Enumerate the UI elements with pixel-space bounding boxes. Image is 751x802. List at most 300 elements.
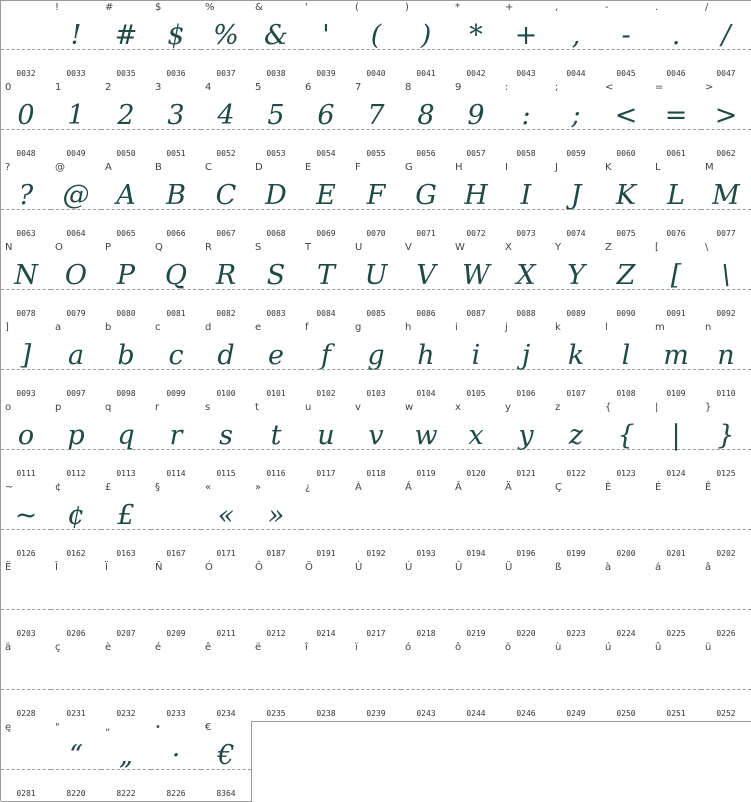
baseline-guide [51,129,101,130]
glyph-cell [1,321,52,402]
char-label: s [205,402,211,413]
char-code: 0078 [16,309,36,318]
glyph-cell [251,241,302,322]
char-label: R [205,242,212,253]
glyph-cell [251,561,302,642]
char-code: 0036 [166,69,186,78]
glyph-cell [151,321,202,402]
char-label: € [205,722,212,733]
char-label: = [655,82,664,93]
glyph-cell [401,241,452,322]
glyph-sample [1,13,51,59]
glyph-cell [551,1,602,82]
glyph-cell [351,161,402,242]
char-code: 0099 [166,389,186,398]
glyph-cell [1,401,52,482]
char-code: 0217 [366,629,386,638]
char-label: : [505,82,509,93]
char-label: Ë [5,562,12,573]
baseline-guide [101,529,151,530]
char-code: 0117 [316,469,336,478]
baseline-guide [201,769,251,770]
baseline-guide [701,209,751,210]
char-label: C [205,162,212,173]
glyph-cell [201,721,252,802]
char-label: h [405,322,412,333]
glyph-sample: a [67,340,85,371]
char-code: 0238 [316,709,336,718]
char-code: 0233 [166,709,186,718]
glyph-sample: L [667,180,685,211]
char-code: 0243 [416,709,436,718]
glyph-cell [101,81,152,162]
glyph-sample [101,653,151,699]
char-label: Ä [505,482,512,493]
glyph-sample: · [171,740,181,771]
char-label: I [505,162,508,173]
baseline-guide [1,769,51,770]
char-code: 0162 [66,549,86,558]
glyph-cell [651,321,702,402]
char-label: Ê [705,482,712,493]
char-label: » [255,482,262,493]
glyph-cell [301,1,352,82]
char-label: ï [355,642,358,653]
baseline-guide [351,449,401,450]
char-code: 0045 [616,69,636,78]
glyph-cell [451,1,502,82]
char-label: Ñ [155,562,163,573]
char-label: Ç [555,482,562,493]
char-label: £ [105,482,112,493]
glyph-sample: 7 [367,100,385,131]
baseline-guide [551,49,601,50]
glyph-cell [601,641,652,722]
char-code: 0061 [666,149,686,158]
char-code: 0281 [16,789,36,798]
char-code: 0214 [316,629,336,638]
glyph-cell [51,401,102,482]
char-label: « [205,482,212,493]
glyph-cell [551,241,602,322]
char-code: 0048 [16,149,36,158]
glyph-sample [401,573,451,619]
char-code: 0051 [166,149,186,158]
glyph-cell [151,561,202,642]
glyph-sample: t [270,420,282,451]
baseline-guide [51,49,101,50]
baseline-guide [351,289,401,290]
char-label: M [705,162,714,173]
glyph-cell [51,721,102,802]
char-label: ü [705,642,712,653]
glyph-sample: I [520,180,532,211]
baseline-guide [201,689,251,690]
glyph-cell [51,321,102,402]
char-code: 0114 [166,469,186,478]
baseline-guide [351,49,401,50]
glyph-sample: , [571,20,581,51]
baseline-guide [101,49,151,50]
glyph-sample [601,493,651,539]
baseline-guide [601,289,651,290]
glyph-cell [601,241,652,322]
char-code: 0059 [566,149,586,158]
char-label: y [505,402,511,413]
glyph-cell [451,161,502,242]
baseline-guide [651,369,701,370]
char-code: 0079 [66,309,86,318]
baseline-guide [1,129,51,130]
glyph-cell [501,241,552,322]
char-label: + [505,2,514,13]
glyph-sample: N [14,260,38,291]
char-label: { [605,402,612,413]
glyph-cell [501,161,552,242]
glyph-sample: J [570,180,582,211]
glyph-cell [701,641,751,722]
glyph-sample: # [114,20,138,51]
glyph-cell [351,481,402,562]
char-label: û [655,642,662,653]
char-code: 0119 [416,469,436,478]
glyph-sample [651,653,701,699]
glyph-sample [1,573,51,619]
glyph-cell [151,1,202,82]
char-label: f [305,322,309,333]
char-code: 0103 [366,389,386,398]
glyph-cell [101,561,152,642]
char-code: 0250 [616,709,636,718]
baseline-guide [151,369,201,370]
char-code: 0037 [216,69,236,78]
glyph-sample: > [714,100,738,131]
baseline-guide [51,609,101,610]
char-label: | [655,402,659,413]
glyph-sample: F [366,180,386,211]
char-code: 0246 [516,709,536,718]
char-label: ú [605,642,612,653]
glyph-cell [101,1,152,82]
char-label: " [55,722,60,733]
glyph-sample: V [416,260,436,291]
char-label: v [355,402,361,413]
glyph-sample [51,573,101,619]
glyph-sample: M [712,180,740,211]
char-label: Ú [405,562,413,573]
char-label: l [605,322,608,333]
glyph-sample [1,653,51,699]
char-code: 0116 [266,469,286,478]
char-label: • [155,722,161,733]
char-label: b [105,322,112,333]
char-label: ' [305,2,308,13]
glyph-sample: ' [322,20,330,51]
char-code: 0163 [116,549,136,558]
char-label: W [455,242,465,253]
glyph-sample: 5 [267,100,285,131]
baseline-guide [201,129,251,130]
glyph-sample [551,493,601,539]
char-code: 0046 [666,69,686,78]
char-code: 0041 [416,69,436,78]
baseline-guide [601,369,651,370]
baseline-guide [601,609,651,610]
glyph-cell [451,81,502,162]
glyph-sample [51,653,101,699]
char-label: c [155,322,161,333]
char-label: È [605,482,612,493]
char-label: Î [55,562,58,573]
char-code: 0192 [366,549,386,558]
char-code: 0093 [16,389,36,398]
baseline-guide [301,529,351,530]
glyph-cell [601,161,652,242]
char-label: j [505,322,508,333]
glyph-cell [601,401,652,482]
char-label: 2 [105,82,112,93]
baseline-guide [551,689,601,690]
glyph-cell [701,241,751,322]
char-code: 0053 [266,149,286,158]
glyph-cell [51,561,102,642]
glyph-cell [1,241,52,322]
glyph-sample [501,493,551,539]
glyph-sample: @ [62,180,90,211]
char-code: 0187 [266,549,286,558]
char-code: 0194 [466,549,486,558]
baseline-guide [451,609,501,610]
glyph-sample: R [215,260,237,291]
glyph-cell [551,481,602,562]
baseline-guide [701,49,751,50]
baseline-guide [651,289,701,290]
char-label: 7 [355,82,362,93]
char-label: § [155,482,160,493]
baseline-guide [151,129,201,130]
glyph-cell [701,401,751,482]
glyph-sample: b [117,340,135,371]
char-label: % [205,2,215,13]
char-code: 0206 [66,629,86,638]
char-code: 0063 [16,229,36,238]
glyph-sample [551,653,601,699]
glyph-cell [651,81,702,162]
glyph-sample: f [321,340,331,371]
baseline-guide [601,129,651,130]
glyph-cell [301,81,352,162]
glyph-sample [301,493,351,539]
char-label: m [655,322,665,333]
glyph-cell [201,401,252,482]
baseline-guide [1,369,51,370]
char-label: > [705,82,714,93]
char-label: 0 [5,82,12,93]
char-label: ù [555,642,562,653]
baseline-guide [551,129,601,130]
glyph-sample: 6 [317,100,335,131]
char-label: É [655,482,662,493]
char-code: 0044 [566,69,586,78]
char-code: 0065 [116,229,136,238]
char-label: ; [555,82,559,93]
char-code: 0102 [316,389,336,398]
glyph-cell [551,401,602,482]
baseline-guide [701,689,751,690]
glyph-sample: h [417,340,435,371]
char-code: 0047 [716,69,736,78]
char-label: á [655,562,662,573]
glyph-sample: ¢ [67,500,85,531]
glyph-sample: „ [119,740,133,771]
glyph-cell [601,81,652,162]
baseline-guide [251,449,301,450]
glyph-cell [201,81,252,162]
char-label: ) [405,2,409,13]
glyph-sample: / [721,20,731,51]
char-label: V [405,242,412,253]
char-code: 8220 [66,789,86,798]
baseline-guide [351,209,401,210]
glyph-sample: z [568,420,584,451]
char-code: 0038 [266,69,286,78]
glyph-cell [101,241,152,322]
glyph-cell [701,161,751,242]
char-code: 0211 [216,629,236,638]
char-code: 0124 [666,469,686,478]
glyph-sample [451,493,501,539]
glyph-sample: p [67,420,85,451]
glyph-cell [51,161,102,242]
char-label: & [255,2,263,13]
baseline-guide [701,369,751,370]
glyph-sample: S [266,260,286,291]
char-code: 0244 [466,709,486,718]
glyph-cell [701,321,751,402]
glyph-sample: d [217,340,235,371]
glyph-sample [401,493,451,539]
baseline-guide [601,209,651,210]
char-code: 0089 [566,309,586,318]
glyph-sample: U [364,260,388,291]
glyph-cell [651,641,702,722]
baseline-guide [501,449,551,450]
baseline-guide [451,689,501,690]
glyph-cell [351,1,402,82]
baseline-guide [1,49,51,50]
char-label: i [455,322,458,333]
baseline-guide [251,209,301,210]
char-code: 0234 [216,709,236,718]
char-label: g [355,322,362,333]
char-code: 0223 [566,629,586,638]
char-code: 0054 [316,149,336,158]
char-code: 0032 [16,69,36,78]
char-label: N [5,242,13,253]
char-code: 0070 [366,229,386,238]
glyph-cell [651,561,702,642]
glyph-cell [1,641,52,722]
glyph-sample: ~ [14,500,38,531]
char-code: 0071 [416,229,436,238]
glyph-cell [101,641,152,722]
glyph-sample: K [615,180,637,211]
glyph-sample: $ [167,20,185,51]
baseline-guide [251,369,301,370]
glyph-cell [201,1,252,82]
glyph-sample: ; [571,100,581,131]
char-label: À [355,482,362,493]
glyph-sample [151,573,201,619]
char-label: F [355,162,361,173]
char-code: 0066 [166,229,186,238]
baseline-guide [51,769,101,770]
baseline-guide [451,209,501,210]
char-code: 0097 [66,389,86,398]
char-code: 0111 [16,469,36,478]
glyph-sample: E [316,180,336,211]
baseline-guide [401,49,451,50]
char-code: 0081 [166,309,186,318]
baseline-guide [701,449,751,450]
glyph-sample: & [263,20,289,51]
baseline-guide [651,129,701,130]
baseline-guide [351,129,401,130]
glyph-sample [501,573,551,619]
glyph-sample: % [213,20,239,51]
glyph-cell [301,241,352,322]
glyph-sample: W [462,260,490,291]
char-label: A [105,162,112,173]
baseline-guide [101,449,151,450]
baseline-guide [651,49,701,50]
glyph-cell [351,641,402,722]
char-label: Ï [105,562,108,573]
char-code: 0105 [466,389,486,398]
char-label: @ [55,162,65,173]
glyph-sample: 9 [467,100,485,131]
glyph-sample: » [267,500,285,531]
baseline-guide [301,449,351,450]
glyph-cell [551,561,602,642]
char-label: # [105,2,114,13]
char-label: e [255,322,262,333]
glyph-cell [1,81,52,162]
glyph-sample: q [117,420,135,451]
baseline-guide [451,449,501,450]
baseline-guide [551,289,601,290]
char-label: x [455,402,461,413]
char-code: 0228 [16,709,36,718]
char-code: 0049 [66,149,86,158]
glyph-cell [301,321,352,402]
glyph-sample: Q [164,260,188,291]
baseline-guide [151,769,201,770]
baseline-guide [451,529,501,530]
glyph-cell [651,161,702,242]
char-label: à [605,562,612,573]
char-code: 0090 [616,309,636,318]
char-code: 0118 [366,469,386,478]
char-code: 0167 [166,549,186,558]
baseline-guide [151,449,201,450]
baseline-guide [1,289,51,290]
glyph-cell [501,1,552,82]
char-code: 0085 [366,309,386,318]
glyph-sample [151,653,201,699]
baseline-guide [351,529,401,530]
char-code: 0052 [216,149,236,158]
